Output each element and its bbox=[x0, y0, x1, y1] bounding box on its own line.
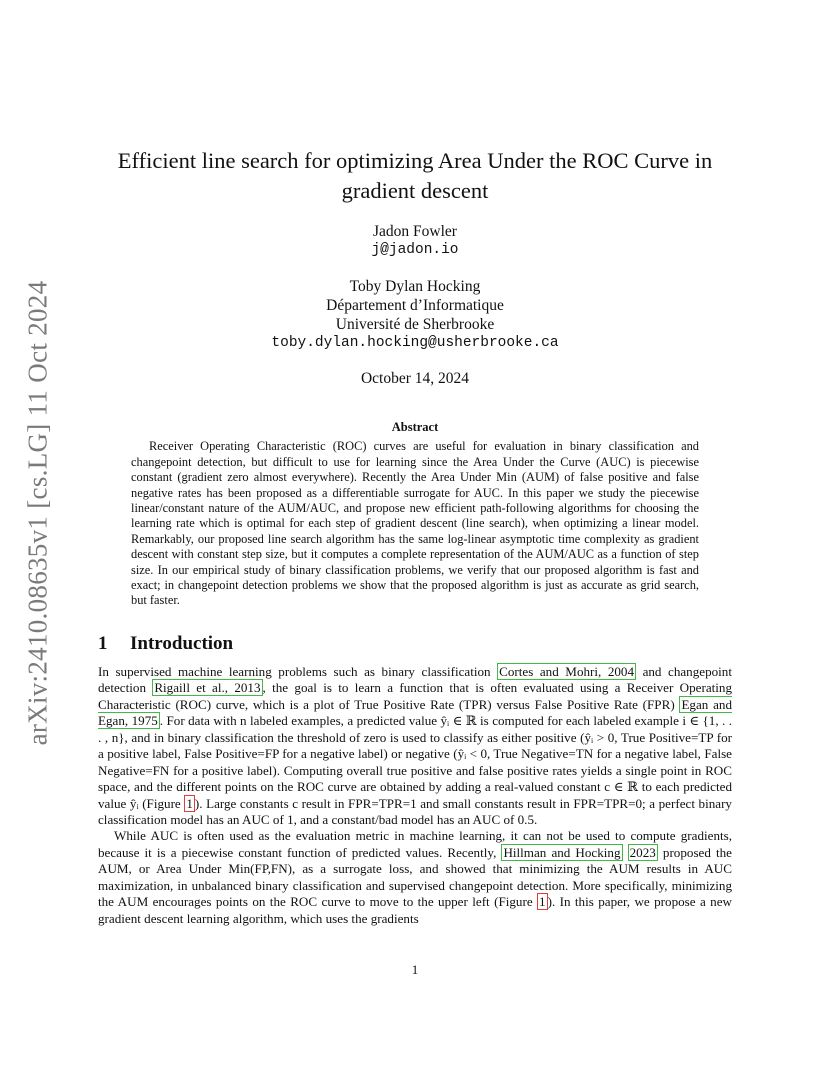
citation-link[interactable]: Hillman and Hocking bbox=[503, 844, 621, 860]
figure-ref-link[interactable]: 1 bbox=[539, 894, 546, 910]
author-1 bbox=[98, 222, 732, 260]
author-2-email: toby.dylan.hocking@usherbrooke.ca bbox=[271, 335, 559, 351]
author-2-dept: Département d’Informatique bbox=[326, 297, 504, 314]
author-1-name: Jadon Fowler bbox=[373, 223, 457, 240]
author-2 bbox=[98, 277, 732, 353]
p2-text-4: ). In this paper, we propose a new gradient descent learning algorithm, which uses the gradients bbox=[98, 894, 732, 926]
section-title: Introduction bbox=[130, 632, 234, 654]
abstract-heading: Abstract bbox=[391, 420, 439, 434]
paper-date: October 14, 2024 bbox=[360, 370, 470, 387]
paper-title bbox=[98, 146, 732, 206]
figure-ref-link[interactable]: 1 bbox=[186, 795, 193, 811]
author-list bbox=[98, 222, 732, 353]
citation-link[interactable]: Cortes and Mohri, 2004 bbox=[499, 663, 635, 679]
abstract bbox=[131, 420, 699, 609]
p1-text-1: In supervised machine learning problems such as binary classification bbox=[98, 663, 498, 679]
paper-page bbox=[98, 0, 732, 1072]
paragraph-1 bbox=[98, 664, 732, 829]
p2-text-3: proposed the AUM, or Area Under Min(FP,FN), as a surrogate loss, and showed that minimizing the AUM results in AUC maximization, in unbalanced binary classification and supervised changepoint detection. More specifically, minimizing the AUM encourages points on the ROC curve to move to the upper left (Figure bbox=[98, 844, 732, 910]
citation-link[interactable]: Egan and Egan, 1975 bbox=[98, 696, 732, 729]
p1-text-3: , the goal is to learn a function that is often evaluated using a Receiver Operating Characteristic (ROC) curve, which is a plot of True Positive Rate (TPR) versus False Positive Rate (FPR) bbox=[98, 680, 732, 712]
citation-link[interactable]: Rigaill et al., 2013 bbox=[154, 680, 261, 696]
p1-text-2: and changepoint detection bbox=[98, 663, 732, 696]
arxiv-identifier bbox=[18, 280, 58, 746]
arxiv-id-text: arXiv:2410.08635v1 [cs.LG] 11 Oct 2024 bbox=[22, 280, 53, 746]
author-2-univ: Université de Sherbrooke bbox=[335, 316, 495, 333]
citation-link[interactable]: 2023 bbox=[629, 844, 656, 860]
author-1-email: j@jadon.io bbox=[371, 242, 459, 258]
section-heading bbox=[98, 633, 732, 655]
author-2-name: Toby Dylan Hocking bbox=[349, 278, 481, 295]
title-line-2: gradient descent bbox=[341, 178, 489, 203]
p2-text-2 bbox=[623, 845, 628, 860]
section-number: 1 bbox=[98, 632, 108, 654]
abstract-text: Receiver Operating Characteristic (ROC) curves are useful for evaluation in binary classification and changepoint detection, but difficult to use for learning since the Area Under the Curve (AUC) is piecewise constant (gradient zero almost everywhere). Recently the Area Under Min (AUM) of false positive and false negative rates has been proposed as a differentiable surrogate for AUC. In this paper we study the piecewise linear/constant nature of the AUM/AUC, and propose new efficient path-following algorithms for choosing the learning rate which is optimal for each step of gradient descent (line search), when optimizing a linear model. Remarkably, our proposed line search algorithm has the same log-linear asymptotic time complexity as gradient descent with constant step size, but it computes a complete representation of the AUM/AUC as a function of step size. In our empirical study of binary classification problems, we verify that our proposed algorithm is fast and exact; in changepoint detection problems we show that the proposed algorithm is just as accurate as grid search, but faster. bbox=[131, 439, 699, 608]
paper-body bbox=[98, 633, 732, 927]
paragraph-2 bbox=[98, 828, 732, 927]
page-number: 1 bbox=[411, 962, 419, 977]
p2-text-1: While AUC is often used as the evaluation metric in machine learning, it can not be used to compute gradients, because it is a piecewise constant function of predicted values. Recently, bbox=[98, 828, 732, 860]
title-line-1: Efficient line search for optimizing Area Under the ROC Curve in bbox=[117, 148, 713, 173]
p1-text-4: . For data with n labeled examples, a predicted value ŷᵢ ∈ ℝ is computed for each labeled example i ∈ {1, . . . , n}, and in binary classification the threshold of zero is used to classify as either positive (ŷᵢ > 0, True Positive=TP for a positive label, False Positive=FP for a negative label) or negative (ŷᵢ < 0, True Negative=TN for a negative label, False Negative=FN for a positive label). Computing overall true positive and false positive rates yields a single point in ROC space, and the different points on the ROC curve are obtained by adding a real-valued constant c ∈ ℝ to each predicted value ŷᵢ (Figure bbox=[98, 713, 733, 811]
p1-text-5: ). Large constants c result in FPR=TPR=1 and small constants result in FPR=TPR=0; a perfect binary classification model has an AUC of 1, and a constant/bad model has an AUC of 0.5. bbox=[98, 795, 732, 827]
